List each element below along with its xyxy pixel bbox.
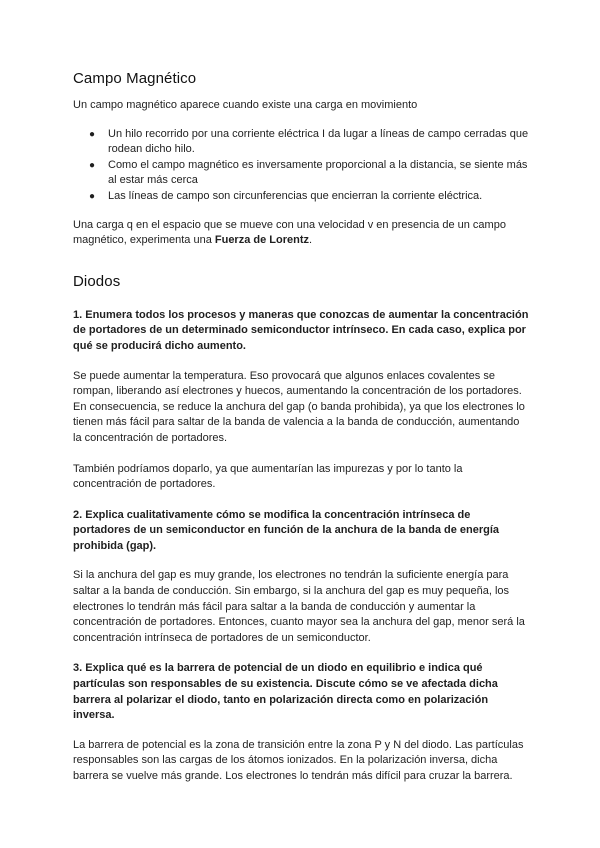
lorentz-text: Una carga q en el espacio que se mueve con una velocidad v en presencia de un campo magnético, experimenta una	[73, 218, 506, 247]
lorentz-bold-term: Fuerza de Lorentz	[214, 234, 309, 247]
answer-1-paragraph-2: También podríamos doparlo, ya que aumentarían las impurezas y por lo tanto la concentración de portadores.	[73, 462, 463, 491]
list-item	[89, 189, 530, 205]
question-1: 1. Enumera todos los procesos y maneras que conozcas de aumentar la concentración de portadores de un determinado semiconductor intrínseco. En cada caso, explica por qué se producirá dicho aumento.	[73, 308, 529, 352]
question-3: 3. Explica qué es la barrera de potencial de un diodo en equilibrio e indica qué partículas son responsables de su existencia. Discute cómo se ve afectada dicha barrera al polarizar el diodo, tanto en polarización directa como en polarización inversa.	[73, 662, 498, 722]
lorentz-paragraph	[73, 218, 530, 249]
question-2: 2. Explica cualitativamente cómo se modifica la concentración intrínseca de portadores de un semiconductor en función de la anchura de la banda de energía prohibida (gap).	[73, 508, 500, 552]
list-item-text: Como el campo magnético es inversamente proporcional a la distancia, se siente más al estar más cerca	[108, 158, 528, 187]
campo-intro: Un campo magnético aparece cuando existe una carga en movimiento	[73, 99, 418, 111]
bullet-icon: ●	[89, 128, 96, 140]
list-item	[89, 158, 530, 189]
answer-2: Si la anchura del gap es muy grande, los electrones no tendrán la suficiente energía para saltar a la banda de conducción. Sin embargo, si la anchura del gap es muy pequeña, los electrones lo tendrán más fácil para saltar a la banda de conducción y aumentar la concentración de portadores. Entonces, cuanto mayor sea la anchura del gap, menor será la concentración intrínseca de portadores de un semiconductor.	[73, 569, 525, 644]
list-item-text: Las líneas de campo son circunferencias que encierran la corriente eléctrica.	[108, 189, 483, 202]
list-item	[89, 127, 530, 158]
answer-1-paragraph-1: Se puede aumentar la temperatura. Eso provocará que algunos enlaces covalentes se rompan, liberando así electrones y huecos, aumentando la concentración de los portadores. En consecuencia, se reduce la anchura del gap (o banda prohibida), ya que los electrones lo tienen más fácil para saltar de la banda de valencia a la banda de conducción, aumentando la concentración de portadores.	[73, 369, 525, 444]
bullet-icon: ●	[89, 190, 96, 202]
answer-3: La barrera de potencial es la zona de transición entre la zona P y N del diodo. Las partículas responsables son las cargas de los átomos ionizados. En la polarización inversa, dicha barrera se vuelve más grande. Los electrones lo tendrán más difícil para cruzar la barrera.	[73, 738, 524, 782]
lorentz-end: .	[309, 234, 313, 247]
list-item-text: Un hilo recorrido por una corriente eléctrica I da lugar a líneas de campo cerradas que rodean dicho hilo.	[108, 127, 529, 156]
section-title-diodos: Diodos	[73, 272, 121, 290]
bullet-icon: ●	[89, 159, 96, 171]
campo-bullet-list	[73, 127, 530, 205]
section-title-campo: Campo Magnético	[73, 70, 197, 87]
